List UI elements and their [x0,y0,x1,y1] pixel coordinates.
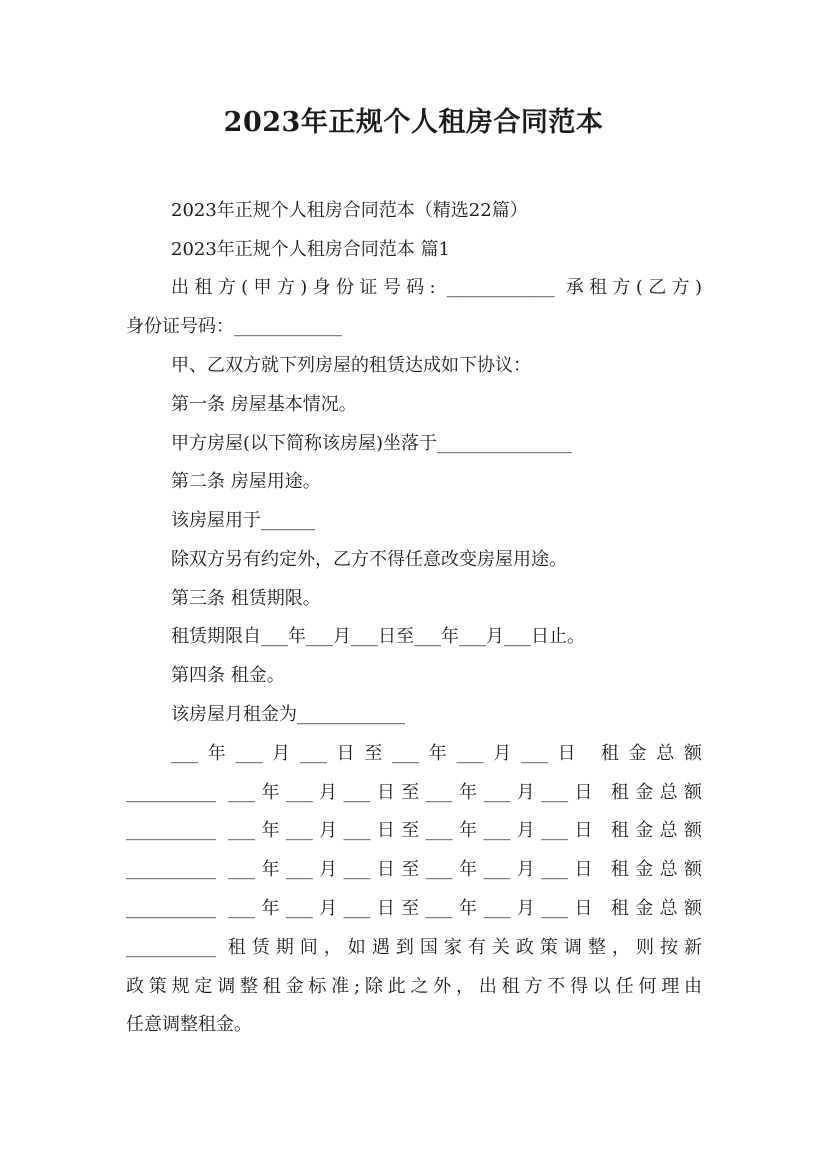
paragraph-line: 身份证号码：____________ [126,316,342,337]
paragraph-line: 任意调整租金。 [126,1014,252,1035]
clause-heading: 第四条 租金。 [171,665,285,686]
paragraph-line: 除双方另有约定外，乙方不得任意改变房屋用途。 [171,549,567,570]
paragraph-line: __________ 租赁期间，如遇到国家有关政策调整，则按新 [126,937,702,958]
paragraph-line: 出租方(甲方)身份证号码: ____________ 承租方(乙方) [171,277,702,298]
paragraph-line: 甲、乙双方就下列房屋的租赁达成如下协议： [171,355,531,376]
paragraph-line: 该房屋月租金为____________ [171,704,405,725]
clause-heading: 第一条 房屋基本情况。 [171,394,357,415]
paragraph-line: 甲方房屋(以下简称该房屋)坐落于_______________ [171,433,573,454]
paragraph-line: 租赁期限自___年___月___日至___年___月___日止。 [171,626,585,647]
paragraph-line: 政策规定调整租金标准;除此之外，出租方不得以任何理由 [126,976,702,997]
rent-line: __________ ___年___月___日至___年___月___日 租金总额 [126,859,702,880]
document-title: 2023年正规个人租房合同范本 [223,107,604,138]
clause-heading: 第二条 房屋用途。 [171,471,321,492]
rent-line: __________ ___年___月___日至___年___月___日 租金总额 [126,898,702,919]
document-subtitle: 2023年正规个人租房合同范本（精选22篇） [171,200,528,221]
section-heading: 2023年正规个人租房合同范本 篇1 [171,239,450,260]
clause-heading: 第三条 租赁期限。 [171,588,321,609]
rent-line: __________ ___年___月___日至___年___月___日 租金总额 [126,820,702,841]
rent-line: __________ ___年___月___日至___年___月___日 租金总额 [126,782,702,803]
rent-line: ___年___月___日至___年___月___日 租金总额 [171,743,702,764]
paragraph-line: 该房屋用于______ [171,510,315,531]
